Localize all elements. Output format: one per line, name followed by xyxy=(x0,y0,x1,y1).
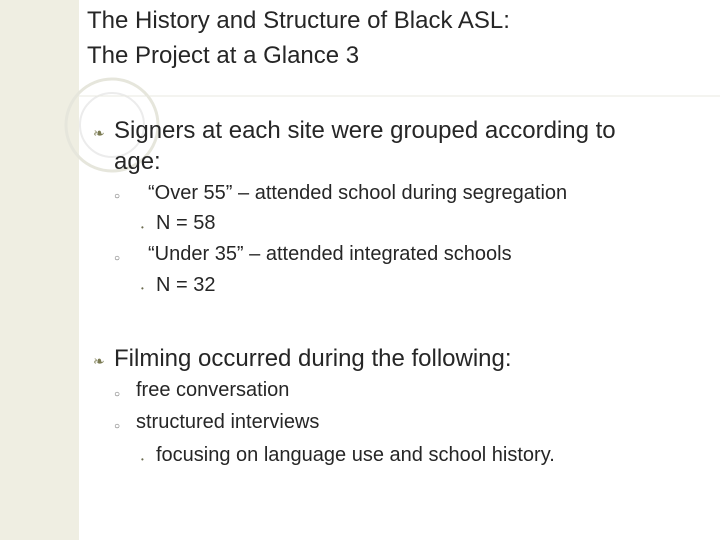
bullet-l1-1-line2: age: xyxy=(114,148,161,175)
bullet-l3-marker-1: • xyxy=(141,223,144,232)
bullet-l1-marker-2: ❧ xyxy=(93,353,105,369)
bullet-l1-1-line1: Signers at each site were grouped according to xyxy=(114,117,616,144)
bullet-l2-1-text: “Over 55” – attended school during segregation xyxy=(148,182,568,204)
bullet-l3-2-text: N = 32 xyxy=(156,274,216,296)
bullet-l2-marker-4: ○ xyxy=(114,421,121,432)
bullet-l3-1-text: N = 58 xyxy=(156,212,216,234)
bullet-l2-marker-3: ○ xyxy=(114,389,121,400)
slide-title-line2: The Project at a Glance 3 xyxy=(87,42,360,69)
bullet-l2-4-text: structured interviews xyxy=(136,411,320,433)
slide-title-line1: The History and Structure of Black ASL: xyxy=(87,7,510,34)
bullet-l3-marker-3: • xyxy=(141,455,144,464)
bullet-l2-2-text: “Under 35” – attended integrated schools xyxy=(148,243,512,265)
bullet-l3-marker-2: • xyxy=(141,284,144,293)
bullet-l2-marker-1: ○ xyxy=(114,191,121,202)
bullet-l2-marker-2: ○ xyxy=(114,253,121,264)
bullet-l3-3-text: focusing on language use and school history. xyxy=(156,444,555,466)
bullet-l1-marker-1: ❧ xyxy=(93,125,105,141)
bullet-l1-2-text: Filming occurred during the following: xyxy=(114,345,512,372)
bullet-l2-3-text: free conversation xyxy=(136,379,290,401)
